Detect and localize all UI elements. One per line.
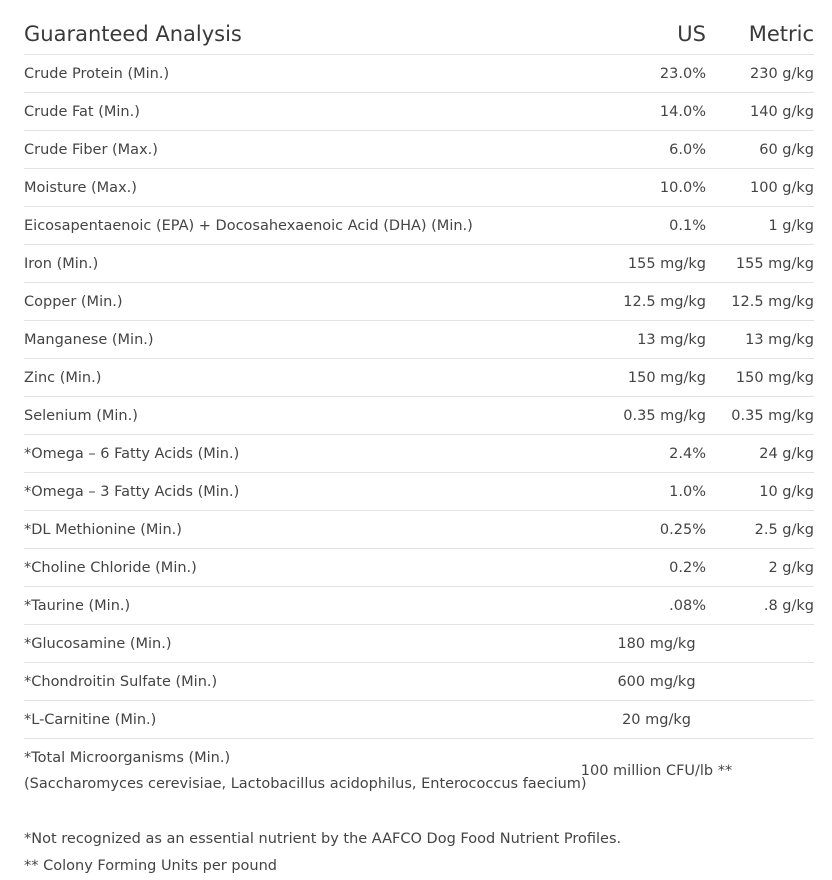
table-row (24, 321, 814, 359)
footnote-essential-nutrient: *Not recognized as an essential nutrient by the AAFCO Dog Food Nutrient Profiles. (24, 831, 622, 847)
combined-value: 20 mg/kg (519, 701, 814, 739)
table-header-row (24, 14, 814, 55)
us-value: 13 mg/kg (519, 321, 709, 359)
nutrient-name: Crude Fiber (Max.) (24, 131, 519, 169)
guaranteed-analysis-section (24, 14, 814, 880)
us-value: 12.5 mg/kg (519, 283, 709, 321)
nutrient-name: Crude Fat (Min.) (24, 93, 519, 131)
nutrient-name: *Omega – 6 Fatty Acids (Min.) (24, 435, 519, 473)
us-value: 0.35 mg/kg (519, 397, 709, 435)
nutrient-name: Manganese (Min.) (24, 321, 519, 359)
table-row (24, 511, 814, 549)
table-row (24, 587, 814, 625)
table-row (24, 131, 814, 169)
table-row (24, 245, 814, 283)
metric-value: .8 g/kg (709, 587, 814, 625)
us-value: 6.0% (519, 131, 709, 169)
table-row (24, 739, 814, 804)
us-value: .08% (519, 587, 709, 625)
us-value: 23.0% (519, 55, 709, 93)
metric-column-header: Metric (709, 14, 814, 55)
us-value: 14.0% (519, 93, 709, 131)
footnotes (24, 826, 814, 880)
metric-value: 2 g/kg (709, 549, 814, 587)
nutrient-name: *Chondroitin Sulfate (Min.) (24, 663, 519, 701)
table-row (24, 207, 814, 245)
table-row (24, 397, 814, 435)
table-row (24, 701, 814, 739)
table-row (24, 473, 814, 511)
metric-value: 155 mg/kg (709, 245, 814, 283)
nutrient-name: *Total Microorganisms (Min.) (24, 750, 231, 766)
combined-value: 600 mg/kg (519, 663, 814, 701)
us-value: 0.1% (519, 207, 709, 245)
us-value: 150 mg/kg (519, 359, 709, 397)
table-row (24, 283, 814, 321)
metric-value: 0.35 mg/kg (709, 397, 814, 435)
microorganisms-detail: (Saccharomyces cerevisiae, Lactobacillus acidophilus, Enterococcus faecium) (24, 776, 587, 792)
nutrient-name: Selenium (Min.) (24, 397, 519, 435)
us-value: 1.0% (519, 473, 709, 511)
metric-value: 12.5 mg/kg (709, 283, 814, 321)
us-value: 10.0% (519, 169, 709, 207)
table-row (24, 55, 814, 93)
table-row (24, 359, 814, 397)
metric-value: 60 g/kg (709, 131, 814, 169)
table-row (24, 93, 814, 131)
nutrient-name: Iron (Min.) (24, 245, 519, 283)
nutrient-name: *Taurine (Min.) (24, 587, 519, 625)
nutrient-name: Copper (Min.) (24, 283, 519, 321)
metric-value: 1 g/kg (709, 207, 814, 245)
guaranteed-analysis-table (24, 14, 814, 803)
metric-value: 100 g/kg (709, 169, 814, 207)
nutrient-name: Zinc (Min.) (24, 359, 519, 397)
metric-value: 150 mg/kg (709, 359, 814, 397)
metric-value: 13 mg/kg (709, 321, 814, 359)
table-title: Guaranteed Analysis (24, 14, 519, 55)
us-column-header: US (519, 14, 709, 55)
metric-value: 24 g/kg (709, 435, 814, 473)
nutrient-name: *Glucosamine (Min.) (24, 625, 519, 663)
nutrient-name: *DL Methionine (Min.) (24, 511, 519, 549)
combined-value: 100 million CFU/lb ** (580, 763, 733, 779)
nutrient-name: Crude Protein (Min.) (24, 55, 519, 93)
table-row (24, 435, 814, 473)
table-row (24, 663, 814, 701)
footnote-cfu: ** Colony Forming Units per pound (24, 858, 277, 874)
nutrient-name: Moisture (Max.) (24, 169, 519, 207)
microorganisms-cell (24, 739, 587, 804)
metric-value: 140 g/kg (709, 93, 814, 131)
table-row (24, 549, 814, 587)
nutrient-name: Eicosapentaenoic (EPA) + Docosahexaenoic Acid (DHA) (Min.) (24, 207, 519, 245)
nutrient-name: *L-Carnitine (Min.) (24, 701, 519, 739)
us-value: 0.2% (519, 549, 709, 587)
us-value: 0.25% (519, 511, 709, 549)
nutrient-name: *Omega – 3 Fatty Acids (Min.) (24, 473, 519, 511)
metric-value: 2.5 g/kg (709, 511, 814, 549)
table-row (24, 169, 814, 207)
metric-value: 10 g/kg (709, 473, 814, 511)
combined-value: 180 mg/kg (519, 625, 814, 663)
nutrient-name: *Choline Chloride (Min.) (24, 549, 519, 587)
metric-value: 230 g/kg (709, 55, 814, 93)
us-value: 2.4% (519, 435, 709, 473)
table-row (24, 625, 814, 663)
us-value: 155 mg/kg (519, 245, 709, 283)
